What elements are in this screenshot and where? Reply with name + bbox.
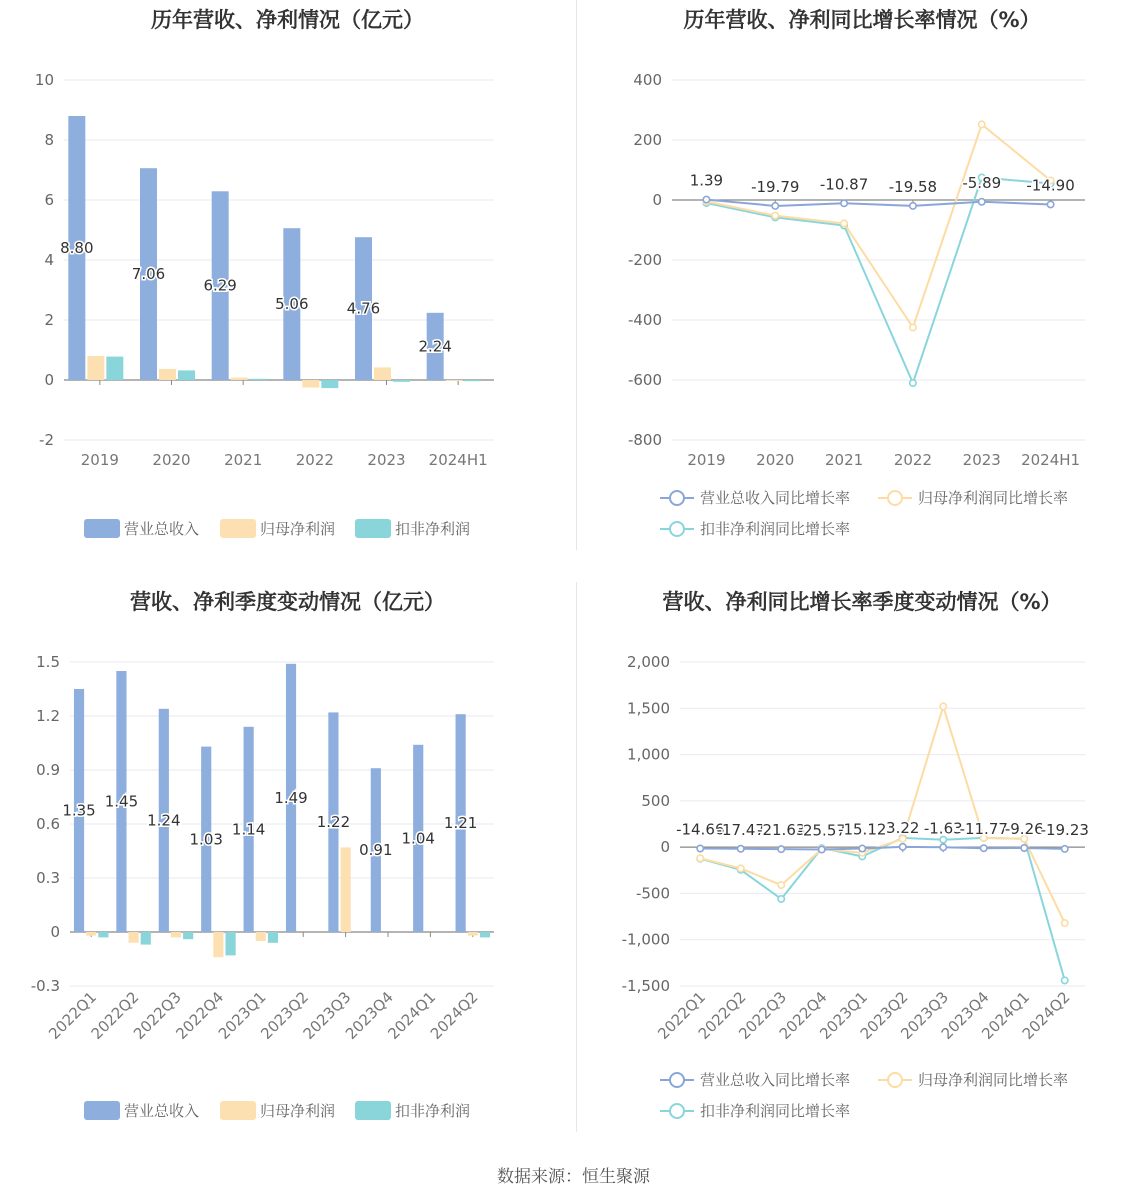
x-tick-label: 2022 xyxy=(893,451,933,469)
data-point[interactable] xyxy=(1062,977,1068,983)
point-value-label: 3.22 xyxy=(886,818,920,837)
y-tick-label: 1.5 xyxy=(36,653,60,671)
bar[interactable] xyxy=(256,932,266,941)
data-point[interactable] xyxy=(940,844,946,850)
point-value-label: -11.77 xyxy=(959,820,1008,839)
x-tick-label: 2024Q2 xyxy=(1018,988,1074,1043)
quarterly-amount-panel xyxy=(0,582,575,1142)
legend-label[interactable]: 归母净利润 xyxy=(260,1102,336,1120)
point-value-label: -1.63 xyxy=(923,819,963,838)
bar[interactable] xyxy=(268,932,278,943)
point-value-label: -15.12 xyxy=(838,820,887,839)
quarterly-growth-chart xyxy=(577,582,1147,1142)
x-tick-label: 2021 xyxy=(224,451,263,469)
data-point[interactable] xyxy=(738,846,744,852)
data-point[interactable] xyxy=(772,203,778,209)
series-line xyxy=(700,706,1065,923)
x-tick-label: 2023Q3 xyxy=(299,988,355,1043)
legend-label[interactable]: 营业总收入 xyxy=(124,520,200,538)
x-tick-label: 2024H1 xyxy=(1021,451,1081,469)
chart-title: 营收、净利季度变动情况（亿元） xyxy=(130,590,445,614)
bar[interactable] xyxy=(374,367,391,380)
data-point[interactable] xyxy=(778,896,784,902)
series-line xyxy=(700,838,1065,981)
quarterly-growth-panel xyxy=(577,582,1147,1142)
y-tick-label: -2 xyxy=(39,431,54,449)
x-tick-label: 2024Q2 xyxy=(426,988,482,1043)
bar[interactable] xyxy=(178,370,195,380)
x-tick-label: 2023Q1 xyxy=(816,988,872,1043)
x-tick-label: 2022Q1 xyxy=(45,988,101,1043)
legend-swatch[interactable] xyxy=(355,1101,391,1120)
bar[interactable] xyxy=(321,380,338,388)
y-tick-label: 0 xyxy=(50,923,60,941)
legend-swatch[interactable] xyxy=(220,519,256,538)
y-tick-label: 10 xyxy=(34,71,54,89)
x-tick-label: 2023Q1 xyxy=(214,988,270,1043)
bar[interactable] xyxy=(87,356,104,380)
point-value-label: -19.23 xyxy=(1040,820,1089,839)
bar[interactable] xyxy=(213,932,223,957)
data-point[interactable] xyxy=(859,845,865,851)
bar[interactable] xyxy=(480,932,490,937)
y-tick-label: 1.2 xyxy=(36,707,60,725)
point-value-label: -21.63 xyxy=(757,821,806,840)
annual-amount-chart xyxy=(0,0,575,560)
chart-title: 历年营收、净利情况（亿元） xyxy=(151,8,424,32)
bar-value-label: 2.24 xyxy=(418,337,452,356)
legend-swatch[interactable] xyxy=(220,1101,256,1120)
data-point[interactable] xyxy=(910,203,916,209)
bar[interactable] xyxy=(98,932,108,937)
x-tick-label: 2022Q2 xyxy=(694,988,750,1043)
x-tick-label: 2023Q3 xyxy=(897,988,953,1043)
bar[interactable] xyxy=(171,932,181,937)
x-tick-label: 2022Q3 xyxy=(735,988,791,1043)
x-tick-label: 2022Q4 xyxy=(775,988,831,1043)
bar-value-label: 6.29 xyxy=(203,276,237,295)
y-tick-label: -1,500 xyxy=(621,977,670,995)
bar-value-label: 1.24 xyxy=(147,811,181,830)
bar[interactable] xyxy=(106,357,123,380)
x-tick-label: 2022Q1 xyxy=(654,988,710,1043)
bar-value-label: 1.21 xyxy=(443,814,478,833)
data-point[interactable] xyxy=(940,703,946,709)
point-value-label: -9.26 xyxy=(1004,820,1044,839)
x-tick-label: 2023Q2 xyxy=(856,988,912,1043)
data-point[interactable] xyxy=(778,846,784,852)
x-tick-label: 2022Q3 xyxy=(130,988,185,1043)
quarterly-amount-chart xyxy=(0,582,575,1142)
point-value-label: -25.57 xyxy=(797,821,846,840)
annual-growth-chart xyxy=(577,0,1147,560)
legend-marker[interactable] xyxy=(670,1073,684,1087)
y-tick-label: 0.9 xyxy=(36,761,60,779)
legend-label[interactable]: 营业总收入同比增长率 xyxy=(700,489,851,507)
bar[interactable] xyxy=(86,932,96,936)
legend-marker[interactable] xyxy=(888,491,902,505)
data-point[interactable] xyxy=(772,212,778,218)
x-tick-label: 2020 xyxy=(756,451,795,469)
bar-value-label: 1.35 xyxy=(62,801,96,820)
y-tick-label: 1,500 xyxy=(627,699,670,718)
annual-amount-panel xyxy=(0,0,575,560)
bar[interactable] xyxy=(250,379,267,380)
legend-label[interactable]: 归母净利润同比增长率 xyxy=(918,1071,1069,1089)
y-tick-label: -800 xyxy=(627,431,662,449)
x-tick-label: 2024Q1 xyxy=(384,988,440,1043)
bar-value-label: 1.14 xyxy=(231,820,266,839)
legend-label[interactable]: 扣非净利润同比增长率 xyxy=(700,1102,851,1120)
legend-marker[interactable] xyxy=(670,1104,684,1118)
bar-value-label: 7.06 xyxy=(131,265,166,284)
y-tick-label: 500 xyxy=(641,791,670,810)
bar[interactable] xyxy=(393,380,410,382)
bar[interactable] xyxy=(231,378,248,380)
bar[interactable] xyxy=(129,932,139,943)
y-tick-label: 1,000 xyxy=(627,745,670,764)
bar[interactable] xyxy=(183,932,193,939)
y-tick-label: -1,000 xyxy=(621,930,670,949)
bar[interactable] xyxy=(468,932,478,936)
bar-value-label: 8.80 xyxy=(60,239,94,257)
data-point[interactable] xyxy=(841,200,847,206)
series-line xyxy=(706,178,1050,384)
annual-growth-panel xyxy=(577,0,1147,560)
x-tick-label: 2024H1 xyxy=(428,451,488,469)
y-tick-label: 8 xyxy=(44,131,54,149)
y-tick-label: 4 xyxy=(44,251,54,269)
bar-value-label: 4.76 xyxy=(346,299,381,318)
data-point[interactable] xyxy=(1047,201,1053,207)
data-point[interactable] xyxy=(697,845,703,851)
x-tick-label: 2020 xyxy=(152,451,191,469)
x-tick-label: 2023Q2 xyxy=(257,988,313,1043)
series-line xyxy=(706,124,1050,327)
bar-value-label: 1.22 xyxy=(316,813,351,832)
point-value-label: -19.79 xyxy=(751,177,800,196)
bar-value-label: 1.04 xyxy=(401,829,435,848)
chart-title: 历年营收、净利同比增长率情况（%） xyxy=(683,8,1041,32)
x-tick-label: 2021 xyxy=(824,451,864,469)
y-tick-label: -400 xyxy=(627,311,662,329)
y-tick-label: 200 xyxy=(633,131,662,149)
data-point[interactable] xyxy=(1062,846,1068,852)
legend-label[interactable]: 扣非净利润同比增长率 xyxy=(700,520,851,538)
legend-marker[interactable] xyxy=(888,1073,902,1087)
y-tick-label: -500 xyxy=(635,884,670,903)
bar-value-label: 1.45 xyxy=(104,792,139,811)
legend-label[interactable]: 扣非净利润 xyxy=(395,1102,471,1120)
y-tick-label: 2,000 xyxy=(627,653,670,671)
data-point[interactable] xyxy=(910,380,916,386)
y-tick-label: 6 xyxy=(44,191,54,209)
bar[interactable] xyxy=(446,380,463,381)
y-tick-label: 0 xyxy=(652,191,662,209)
x-tick-label: 2023Q4 xyxy=(342,988,397,1043)
data-point[interactable] xyxy=(703,196,709,202)
legend-marker[interactable] xyxy=(670,522,684,536)
bar[interactable] xyxy=(159,369,176,380)
legend-label[interactable]: 营业总收入 xyxy=(124,1102,200,1120)
x-tick-label: 2022 xyxy=(295,451,334,469)
legend-label[interactable]: 归母净利润 xyxy=(260,520,336,538)
data-point[interactable] xyxy=(979,199,985,205)
bar-value-label: 0.91 xyxy=(359,841,393,860)
bar-value-label: 1.49 xyxy=(274,788,308,807)
legend-swatch[interactable] xyxy=(84,1101,120,1120)
bar[interactable] xyxy=(465,380,482,381)
data-point[interactable] xyxy=(697,855,703,861)
point-value-label: -14.66 xyxy=(676,820,725,839)
x-tick-label: 2023Q4 xyxy=(937,988,993,1043)
y-tick-label: -0.3 xyxy=(30,977,60,995)
data-point[interactable] xyxy=(940,837,946,843)
data-source-note: 数据来源：恒生聚源 xyxy=(497,1167,650,1187)
y-tick-label: 2 xyxy=(44,311,54,329)
legend-label[interactable]: 扣非净利润 xyxy=(395,520,471,538)
data-point[interactable] xyxy=(979,121,985,127)
bar[interactable] xyxy=(302,380,319,388)
x-tick-label: 2024Q1 xyxy=(978,988,1034,1043)
y-tick-label: -200 xyxy=(627,251,662,269)
data-point[interactable] xyxy=(841,220,847,226)
x-tick-label: 2019 xyxy=(687,451,726,469)
data-point[interactable] xyxy=(1062,920,1068,926)
y-tick-label: 0.6 xyxy=(36,815,60,833)
x-tick-label: 2023 xyxy=(962,451,1001,469)
data-point[interactable] xyxy=(910,324,916,330)
legend-swatch[interactable] xyxy=(355,519,391,538)
point-value-label: -19.58 xyxy=(888,177,938,196)
x-tick-label: 2023 xyxy=(367,451,406,469)
x-tick-label: 2022Q2 xyxy=(87,988,143,1043)
y-tick-label: 0 xyxy=(44,371,54,389)
data-point[interactable] xyxy=(1021,845,1027,851)
chart-title: 营收、净利同比增长率季度变动情况（%） xyxy=(662,590,1062,614)
legend-swatch[interactable] xyxy=(84,519,120,538)
x-tick-label: 2022Q4 xyxy=(172,988,228,1043)
data-point[interactable] xyxy=(981,845,987,851)
bar[interactable] xyxy=(225,932,235,955)
bar[interactable] xyxy=(341,847,351,932)
point-value-label: 1.39 xyxy=(689,171,724,190)
x-tick-label: 2019 xyxy=(80,451,119,469)
legend-label[interactable]: 归母净利润同比增长率 xyxy=(918,489,1069,507)
y-tick-label: 400 xyxy=(633,71,662,89)
legend-marker[interactable] xyxy=(670,491,684,505)
data-point[interactable] xyxy=(819,846,825,852)
data-point[interactable] xyxy=(738,865,744,871)
bar-value-label: 5.06 xyxy=(275,295,309,314)
data-point[interactable] xyxy=(778,882,784,888)
data-point[interactable] xyxy=(900,844,906,850)
bar[interactable] xyxy=(141,932,151,945)
y-tick-label: 0 xyxy=(660,838,670,857)
point-value-label: -5.89 xyxy=(962,173,1002,192)
legend-label[interactable]: 营业总收入同比增长率 xyxy=(700,1071,851,1089)
point-value-label: -10.87 xyxy=(819,175,869,194)
y-tick-label: 0.3 xyxy=(36,869,60,887)
bar-value-label: 1.03 xyxy=(189,830,223,849)
point-value-label: -17.47 xyxy=(716,820,765,839)
y-tick-label: -600 xyxy=(627,371,662,389)
point-value-label: -14.90 xyxy=(1026,176,1075,195)
